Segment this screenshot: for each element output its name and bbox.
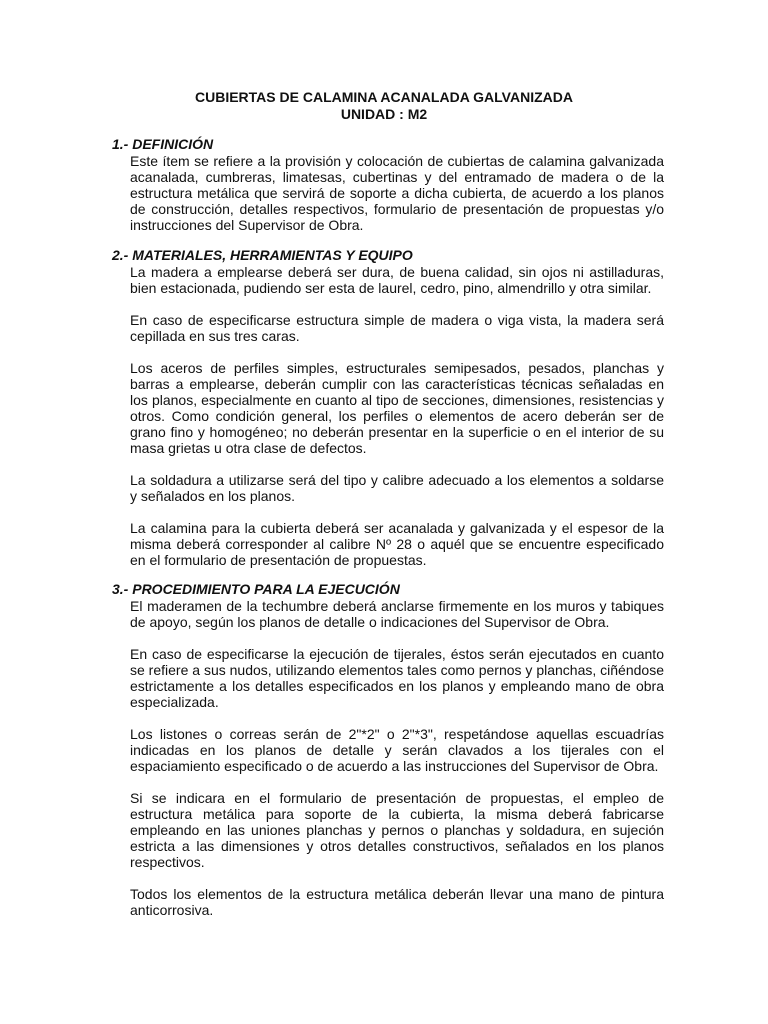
paragraph: La calamina para la cubierta deberá ser acanalada y galvanizada y el espesor de la misma deberá corresponder al calibre Nº 28 o aquél que se encuentre especificado en el formulario de presentación de propuestas.	[130, 520, 664, 568]
section-heading: 1.- DEFINICIÓN	[112, 136, 214, 152]
paragraph: Este ítem se refiere a la provisión y colocación de cubiertas de calamina galvanizada acanalada, cumbreras, limatesas, cubertinas y del entramado de madera o de la estructura metálica que servirá de soporte a dicha cubierta, de acuerdo a los planos de construcción, detalles respectivos, formulario de presentación de propuestas y/o instrucciones del Supervisor de Obra.	[130, 153, 664, 233]
document-unit: UNIDAD : M2	[340, 106, 428, 122]
paragraph: Si se indicara en el formulario de presentación de propuestas, el empleo de estructura metálica para soporte de la cubierta, la misma deberá fabricarse empleando en las uniones planchas y pernos o planchas y soldadura, en sujeción estricta a las dimensiones y otros detalles constructivos, señalados en los planos respectivos.	[130, 790, 664, 870]
paragraph: Todos los elementos de la estructura metálica deberán llevar una mano de pintura anticorrosiva.	[130, 886, 664, 918]
paragraph: La madera a emplearse deberá ser dura, de buena calidad, sin ojos ni astilladuras, bien estacionada, pudiendo ser esta de laurel, cedro, pino, almendrillo y otra similar.	[130, 264, 664, 296]
paragraph: En caso de especificarse la ejecución de tijerales, éstos serán ejecutados en cuanto se refiere a sus nudos, utilizando elementos tales como pernos y planchas, ciñéndose estrictamente a los detalles especificados en los planos y empleando mano de obra especializada.	[130, 646, 664, 710]
document-header	[0, 89, 768, 123]
paragraph: Los listones o correas serán de 2"*2" o 2"*3", respetándose aquellas escuadrías indicadas en los planos de detalle y serán clavados a los tijerales con el espaciamiento especificado o de acuerdo a las instrucciones del Supervisor de Obra.	[130, 726, 664, 774]
paragraph: La soldadura a utilizarse será del tipo y calibre adecuado a los elementos a soldarse y señalados en los planos.	[130, 472, 664, 504]
section-definicion	[112, 136, 664, 233]
section-materiales	[112, 247, 664, 568]
paragraph: Los aceros de perfiles simples, estructurales semipesados, pesados, planchas y barras a emplearse, deberán cumplir con las características técnicas señaladas en los planos, especialmente en cuanto al tipo de secciones, dimensiones, resistencias y otros. Como condición general, los perfiles o elementos de acero deberán ser de grano fino y homogéneo; no deberán presentar en la superficie o en el interior de su masa grietas u otra clase de defectos.	[130, 360, 664, 456]
paragraph: El maderamen de la techumbre deberá anclarse firmemente en los muros y tabiques de apoyo, según los planos de detalle o indicaciones del Supervisor de Obra.	[130, 598, 664, 630]
document-title: CUBIERTAS DE CALAMINA ACANALADA GALVANIZADA	[195, 89, 573, 105]
section-heading: 2.- MATERIALES, HERRAMIENTAS Y EQUIPO	[112, 247, 413, 263]
section-heading: 3.- PROCEDIMIENTO PARA LA EJECUCIÓN	[112, 581, 400, 597]
paragraph: En caso de especificarse estructura simple de madera o viga vista, la madera será cepillada en sus tres caras.	[130, 312, 664, 344]
section-procedimiento	[112, 581, 664, 918]
